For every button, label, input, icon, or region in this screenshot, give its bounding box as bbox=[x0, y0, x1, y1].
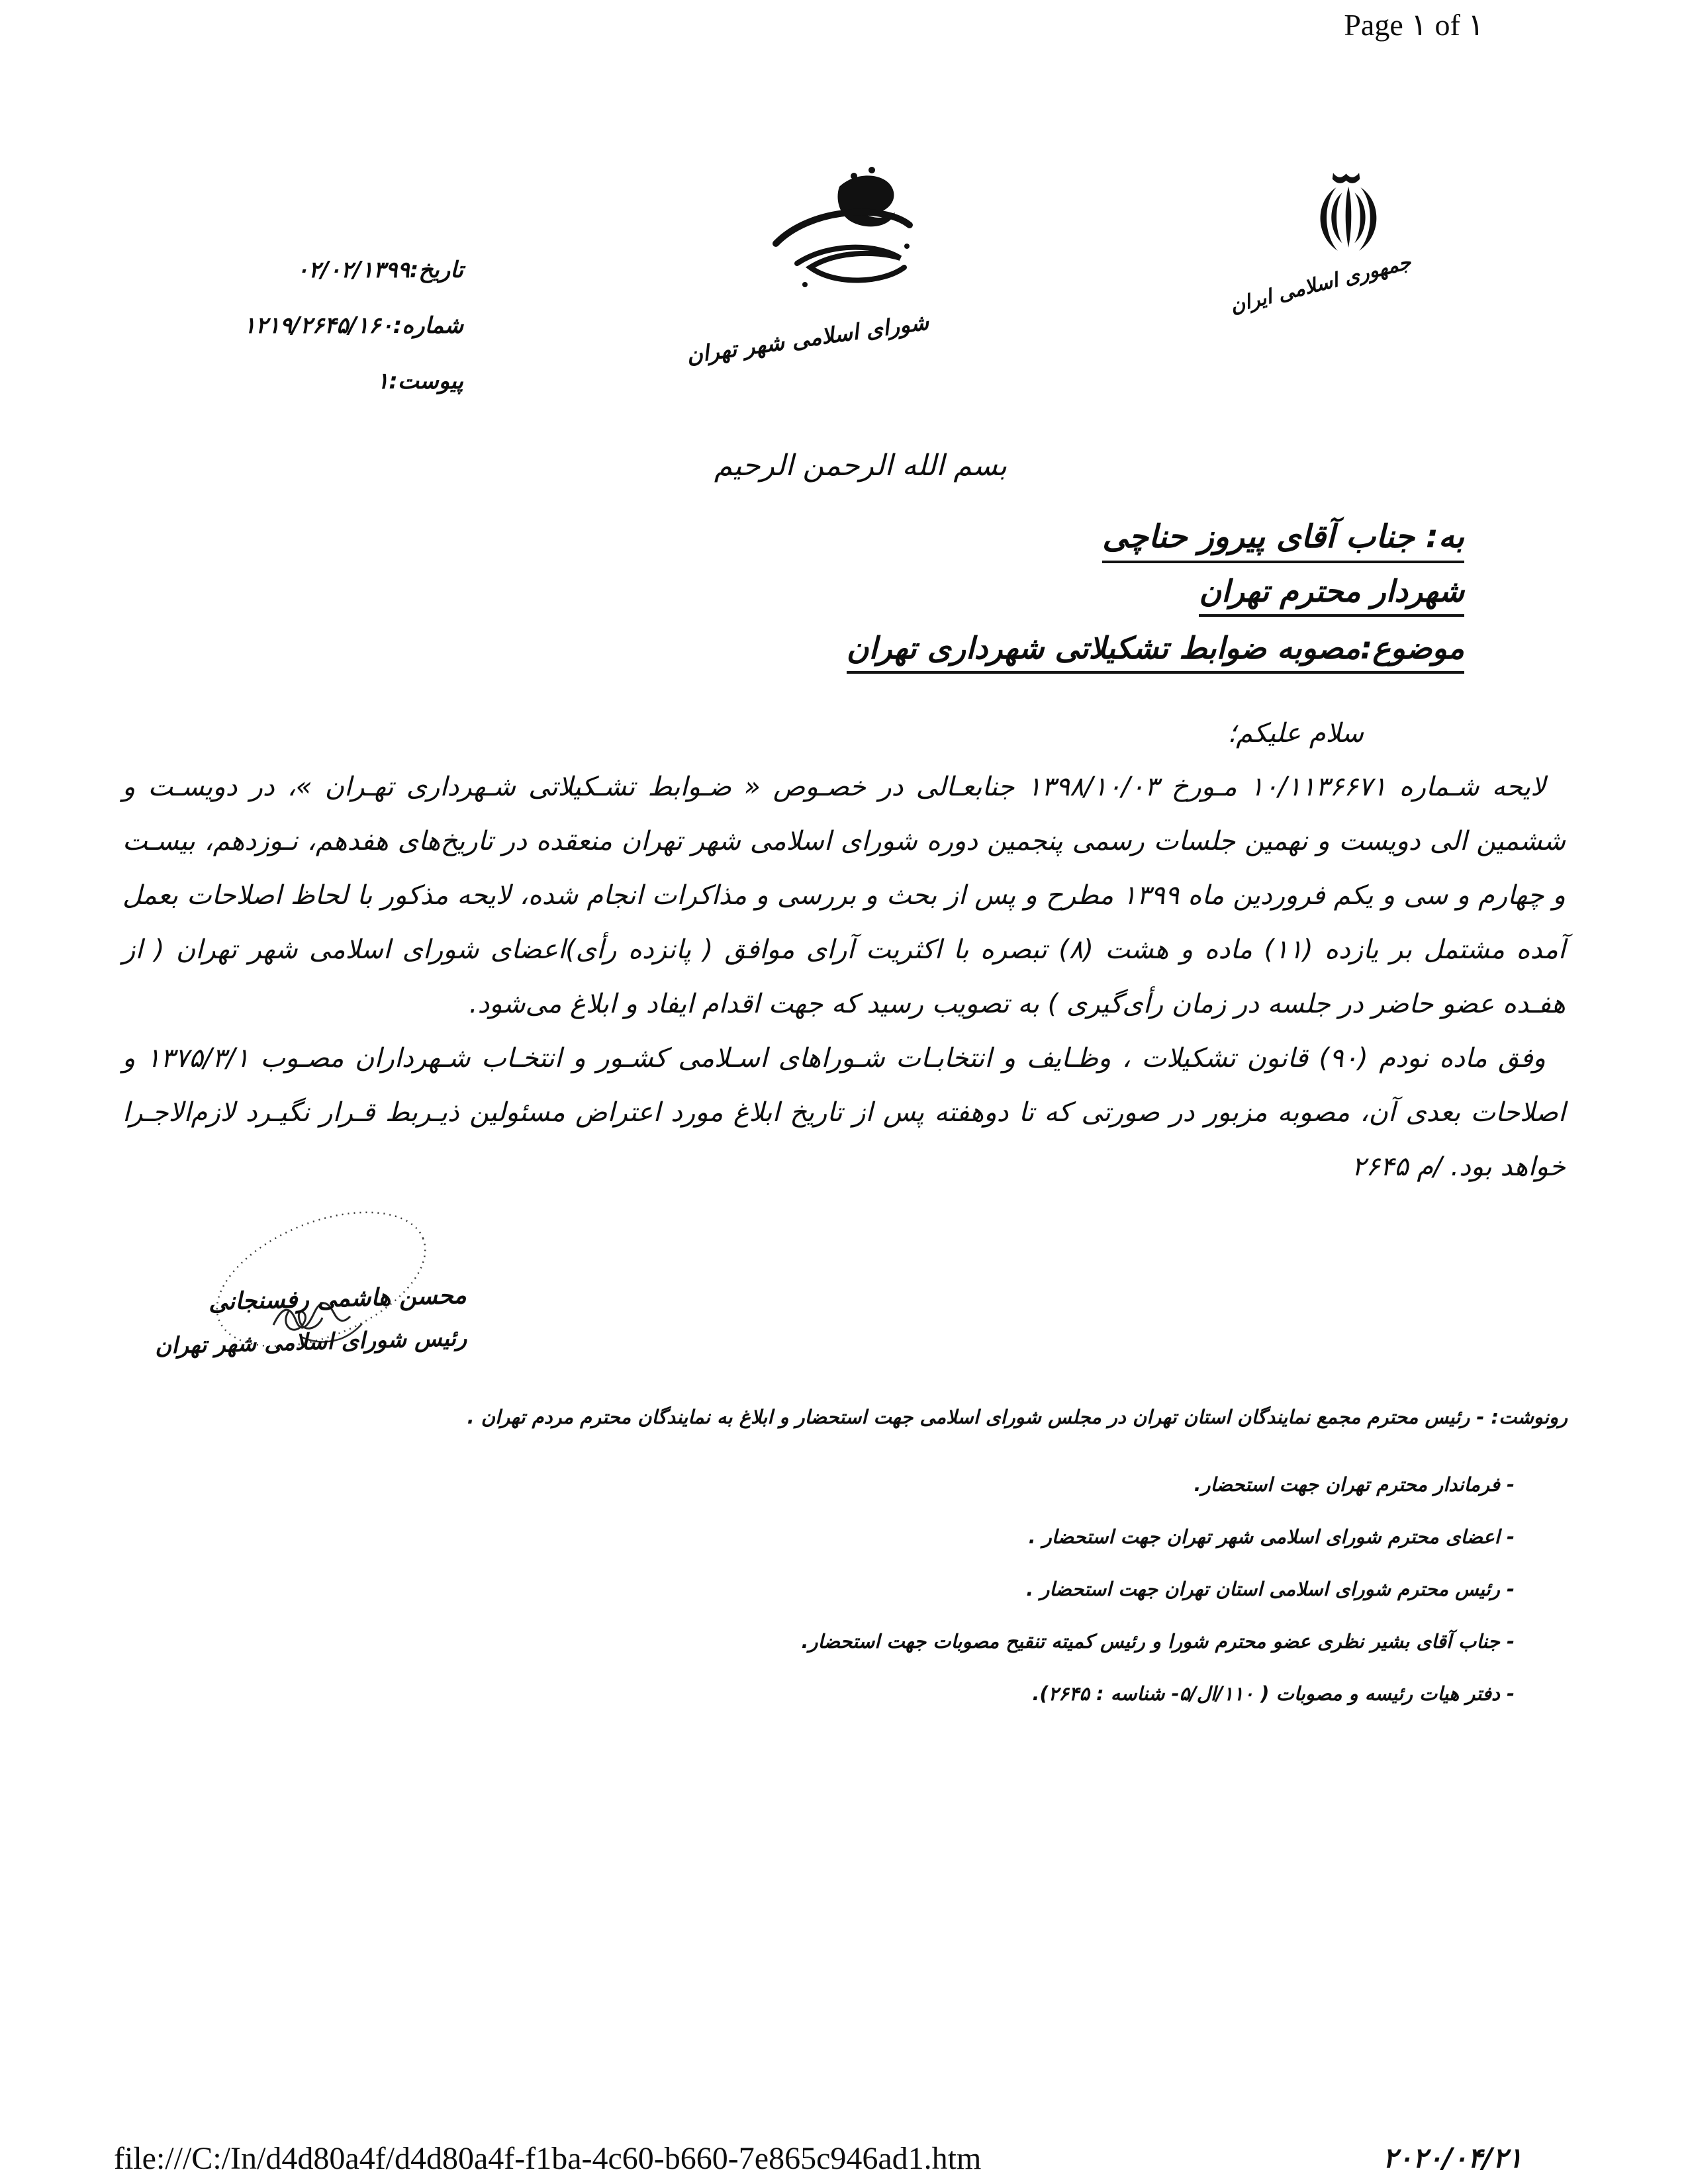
body-paragraph-1: لایحه شـماره ۱۰/۱۱۳۶۶۷۱ مـورخ ۱۳۹۸/۱۰/۰۳ جنابعـالی در خصـوص « ضـوابط تشـکیلاتی شـهرداری تهـران »، در دویسـت و ششمین الی دویست و نهمین جلسات رسمی پنجمین دوره شورای اسلامی شهر تهران منعقده در تاریخ‌های هفدهم، نـوزدهم، بیسـت و چهارم و سی و یکم فروردین ماه ۱۳۹۹ مطرح و پس از بحث و بررسی و مذاکرات انجام شده، لایحه مذکور با لحاظ اصلاحات بعمل آمده مشتمل بر یازده (۱۱) ماده و هشت (۸) تبصره با اکثریت آرای موافق ( پانزده رأی)اعضای شورای اسلامی شهر تهران ( از هفـده عضو حاضر در جلسه در زمان رأی‌گیری ) به تصویب رسید که جهت اقدام ایفاد و ابلاغ می‌شود. bbox=[122, 772, 1566, 1019]
salutation-line: سلام علیکم؛ bbox=[1227, 718, 1364, 749]
subject-text: موضوع:مصوبه ضوابط تشکیلاتی شهرداری تهران bbox=[847, 630, 1464, 674]
body-paragraph-2: وفق ماده نودم (۹۰) قانون تشکیلات ، وظـایف و انتخابـات شـوراهای اسـلامی کشـور و انتخـاب شـهرداران مصـوب ۱۳۷۵/۳/۱ و اصلاحات بعدی آن، مصوبه مزبور در صورتی که تا دوهفته پس از تاریخ ابلاغ مورد اعتراض مسئولین ذیـربط قـرار نگیـرد لازم‌الاجـرا خواهد بود. /م ۲۶۴۵ bbox=[122, 1043, 1566, 1182]
cc-list bbox=[801, 1459, 1515, 1720]
addressee-title-line bbox=[1199, 573, 1464, 609]
cc-item: - جناب آقای بشیر نظری عضو محترم شورا و رئیس کمیته تنقیح مصوبات جهت استحضار. bbox=[801, 1630, 1515, 1653]
cc-item: - رئیس محترم شورای اسلامی استان تهران جهت استحضار . bbox=[1026, 1578, 1515, 1600]
letterhead-date-field bbox=[294, 257, 463, 283]
footer-file-url: file:///C:/In/d4d80a4f/d4d80a4f-f1ba-4c60-b660-7e865c946ad1.htm bbox=[114, 2141, 982, 2176]
letter-body bbox=[122, 760, 1566, 1194]
number-value: ۱۲۱۹/۲۶۴۵/۱۶۰ bbox=[243, 312, 393, 339]
letterhead-attachment-field bbox=[374, 368, 463, 394]
iran-emblem-icon bbox=[1292, 167, 1405, 266]
cc-item: - اعضای محترم شورای اسلامی شهر تهران جهت استحضار . bbox=[1028, 1525, 1515, 1548]
iran-emblem-caption: جمهوری اسلامی ایران bbox=[1227, 250, 1414, 318]
attachment-label: پیوست: bbox=[389, 368, 463, 394]
addressee-line bbox=[1102, 518, 1464, 555]
signature-title: رئیس شورای اسلامی شهر تهران bbox=[154, 1324, 467, 1360]
council-logo-caption: شورای اسلامی شهر تهران bbox=[684, 308, 931, 369]
attachment-value: ۱ bbox=[376, 368, 389, 394]
letterhead-number-field bbox=[241, 312, 463, 339]
date-value: ۰۲/۰۲/۱۳۹۹ bbox=[296, 257, 410, 283]
date-label: تاریخ: bbox=[409, 257, 463, 283]
number-label: شماره: bbox=[393, 312, 463, 339]
footer-print-date: ۲۰۲۰/۰۴/۲۱ bbox=[1382, 2142, 1523, 2174]
cc-item: - فرماندار محترم تهران جهت استحضار. bbox=[1194, 1473, 1515, 1496]
page-number-label: Page ۱ of ۱ bbox=[1344, 8, 1484, 42]
addressee-text: به: جناب آقای پیروز حناچی bbox=[1102, 518, 1464, 563]
cc-header-line: رونوشت: - رئیس محترم مجمع نمایندگان استان تهران در مجلس شورای اسلامی جهت استحضار و ابلاغ به نمایندگان محترم مردم تهران . bbox=[467, 1406, 1568, 1428]
tehran-council-logo-icon bbox=[741, 159, 940, 321]
bismillah-line: بسم الله الرحمن الرحيم bbox=[714, 449, 1008, 482]
signature-name: محسن هاشمی رفسنجانی bbox=[208, 1281, 467, 1316]
addressee-title-text: شهردار محترم تهران bbox=[1199, 573, 1464, 617]
cc-item: - دفتر هیات رئیسه و مصوبات ( ۱۱۰/ال/۵- شناسه : ۲۶۴۵). bbox=[1032, 1682, 1515, 1705]
subject-line bbox=[847, 630, 1464, 666]
